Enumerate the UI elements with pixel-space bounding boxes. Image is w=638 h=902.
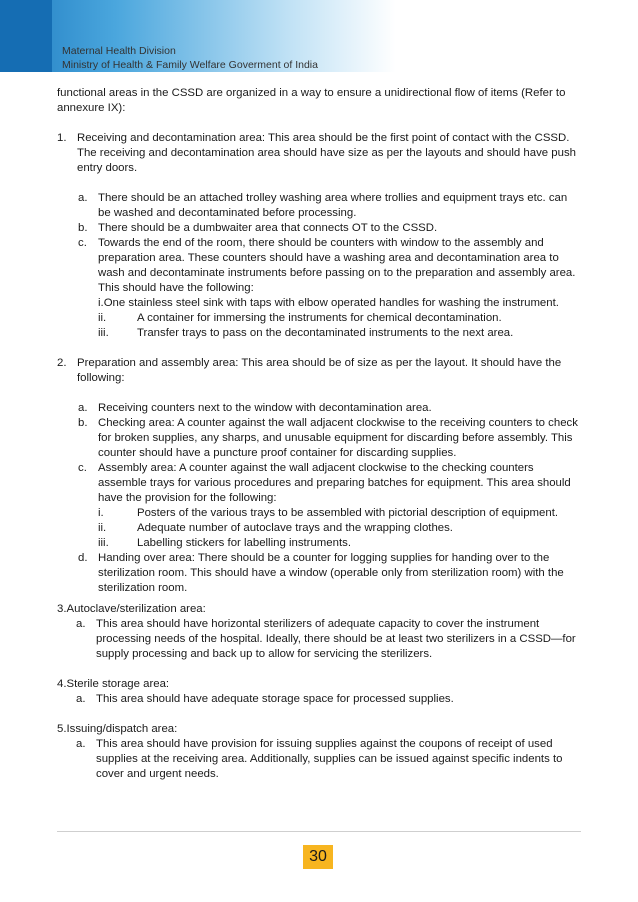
header-organization [62,44,318,72]
section-number: 1. [57,132,67,144]
section-1-item-c-iii: iii. Transfer trays to pass on the decontaminated instruments to the next area. [98,327,514,339]
section-2-item-a: a. Receiving counters next to the window with decontamination area. [78,402,432,414]
section-1-item-a: a. There should be an attached trolley washing area where trollies and equipment trays etc. can be washed and decontaminated before processing. [78,192,568,219]
section-text: Receiving and decontamination area: This area should be the first point of contact with the CSSD. The receiving and decontamination area should have size as per the layouts and should have push entry doors. [77,132,576,174]
section-2: 2. Preparation and assembly area: This area should be of size as per the layout. It should have the following: [57,357,562,384]
section-3-item-a: a. This area should have horizontal sterilizers of adequate capacity to cover the instrument processing needs of the hospital. Ideally, there should be at least two sterilizers in a CSSD—for supply processing and back up to allow for servicing the sterilizers. [76,618,576,660]
section-1 [57,131,581,176]
section-5-heading: 5.Issuing/dispatch area: [57,723,178,735]
section-1-item-c-ii: ii. A container for immersing the instruments for chemical decontamination. [98,312,502,324]
page-body [57,86,581,782]
section-2-item-c-iii: iii. Labelling stickers for labelling instruments. [98,537,351,549]
section-4-item-a: a. This area should have adequate storage space for processed supplies. [76,693,454,705]
section-5-item-a: a. This area should have provision for issuing supplies against the coupons of receipt of used supplies at the receiving area. Additionally, supplies can be issued against specific indents to cover and urgent needs. [76,738,563,780]
division-name: Maternal Health Division [62,45,176,57]
page-number: 30 [303,845,333,869]
section-4-heading: 4.Sterile storage area: [57,678,170,690]
section-3-heading: 3.Autoclave/sterilization area: [57,603,206,615]
section-1-item-b: b. There should be a dumbwaiter area that connects OT to the CSSD. [78,222,438,234]
section-1-item-c-i: i.One stainless steel sink with taps with elbow operated handles for washing the instrument. [98,297,559,309]
section-2-item-c: c. Assembly area: A counter against the wall adjacent clockwise to the checking counters assemble trays for various procedures and preparing batches for equipment. This area should have the provision for the following: [78,462,571,504]
intro-paragraph: functional areas in the CSSD are organized in a way to ensure a unidirectional flow of items (Refer to annexure IX): [57,87,566,114]
section-2-item-b: b. Checking area: A counter against the wall adjacent clockwise to the receiving counters to check for broken supplies, any sharps, and unusable equipment for discarding before assembly. This counter should have a puncture proof container for discarding supplies. [78,417,578,459]
section-2-item-d: d. Handing over area: There should be a counter for logging supplies for handing over to the sterilization room. This should have a window (operable only from sterilization room) with the sterilization room. [78,552,564,594]
section-2-item-c-i: i. Posters of the various trays to be assembled with pictorial description of equipment. [98,507,559,519]
ministry-name: Ministry of Health & Family Welfare Goverment of India [62,59,318,71]
section-2-item-c-ii: ii. Adequate number of autoclave trays and the wrapping clothes. [98,522,453,534]
footer-rule [57,831,581,832]
header-stripe [0,0,52,72]
section-1-item-c: c. Towards the end of the room, there should be counters with window to the assembly and preparation area. These counters should have a washing area and decontamination area to wash and decontaminate instruments before passing on to the preparation and assembly area. This should have the following: [78,237,576,294]
